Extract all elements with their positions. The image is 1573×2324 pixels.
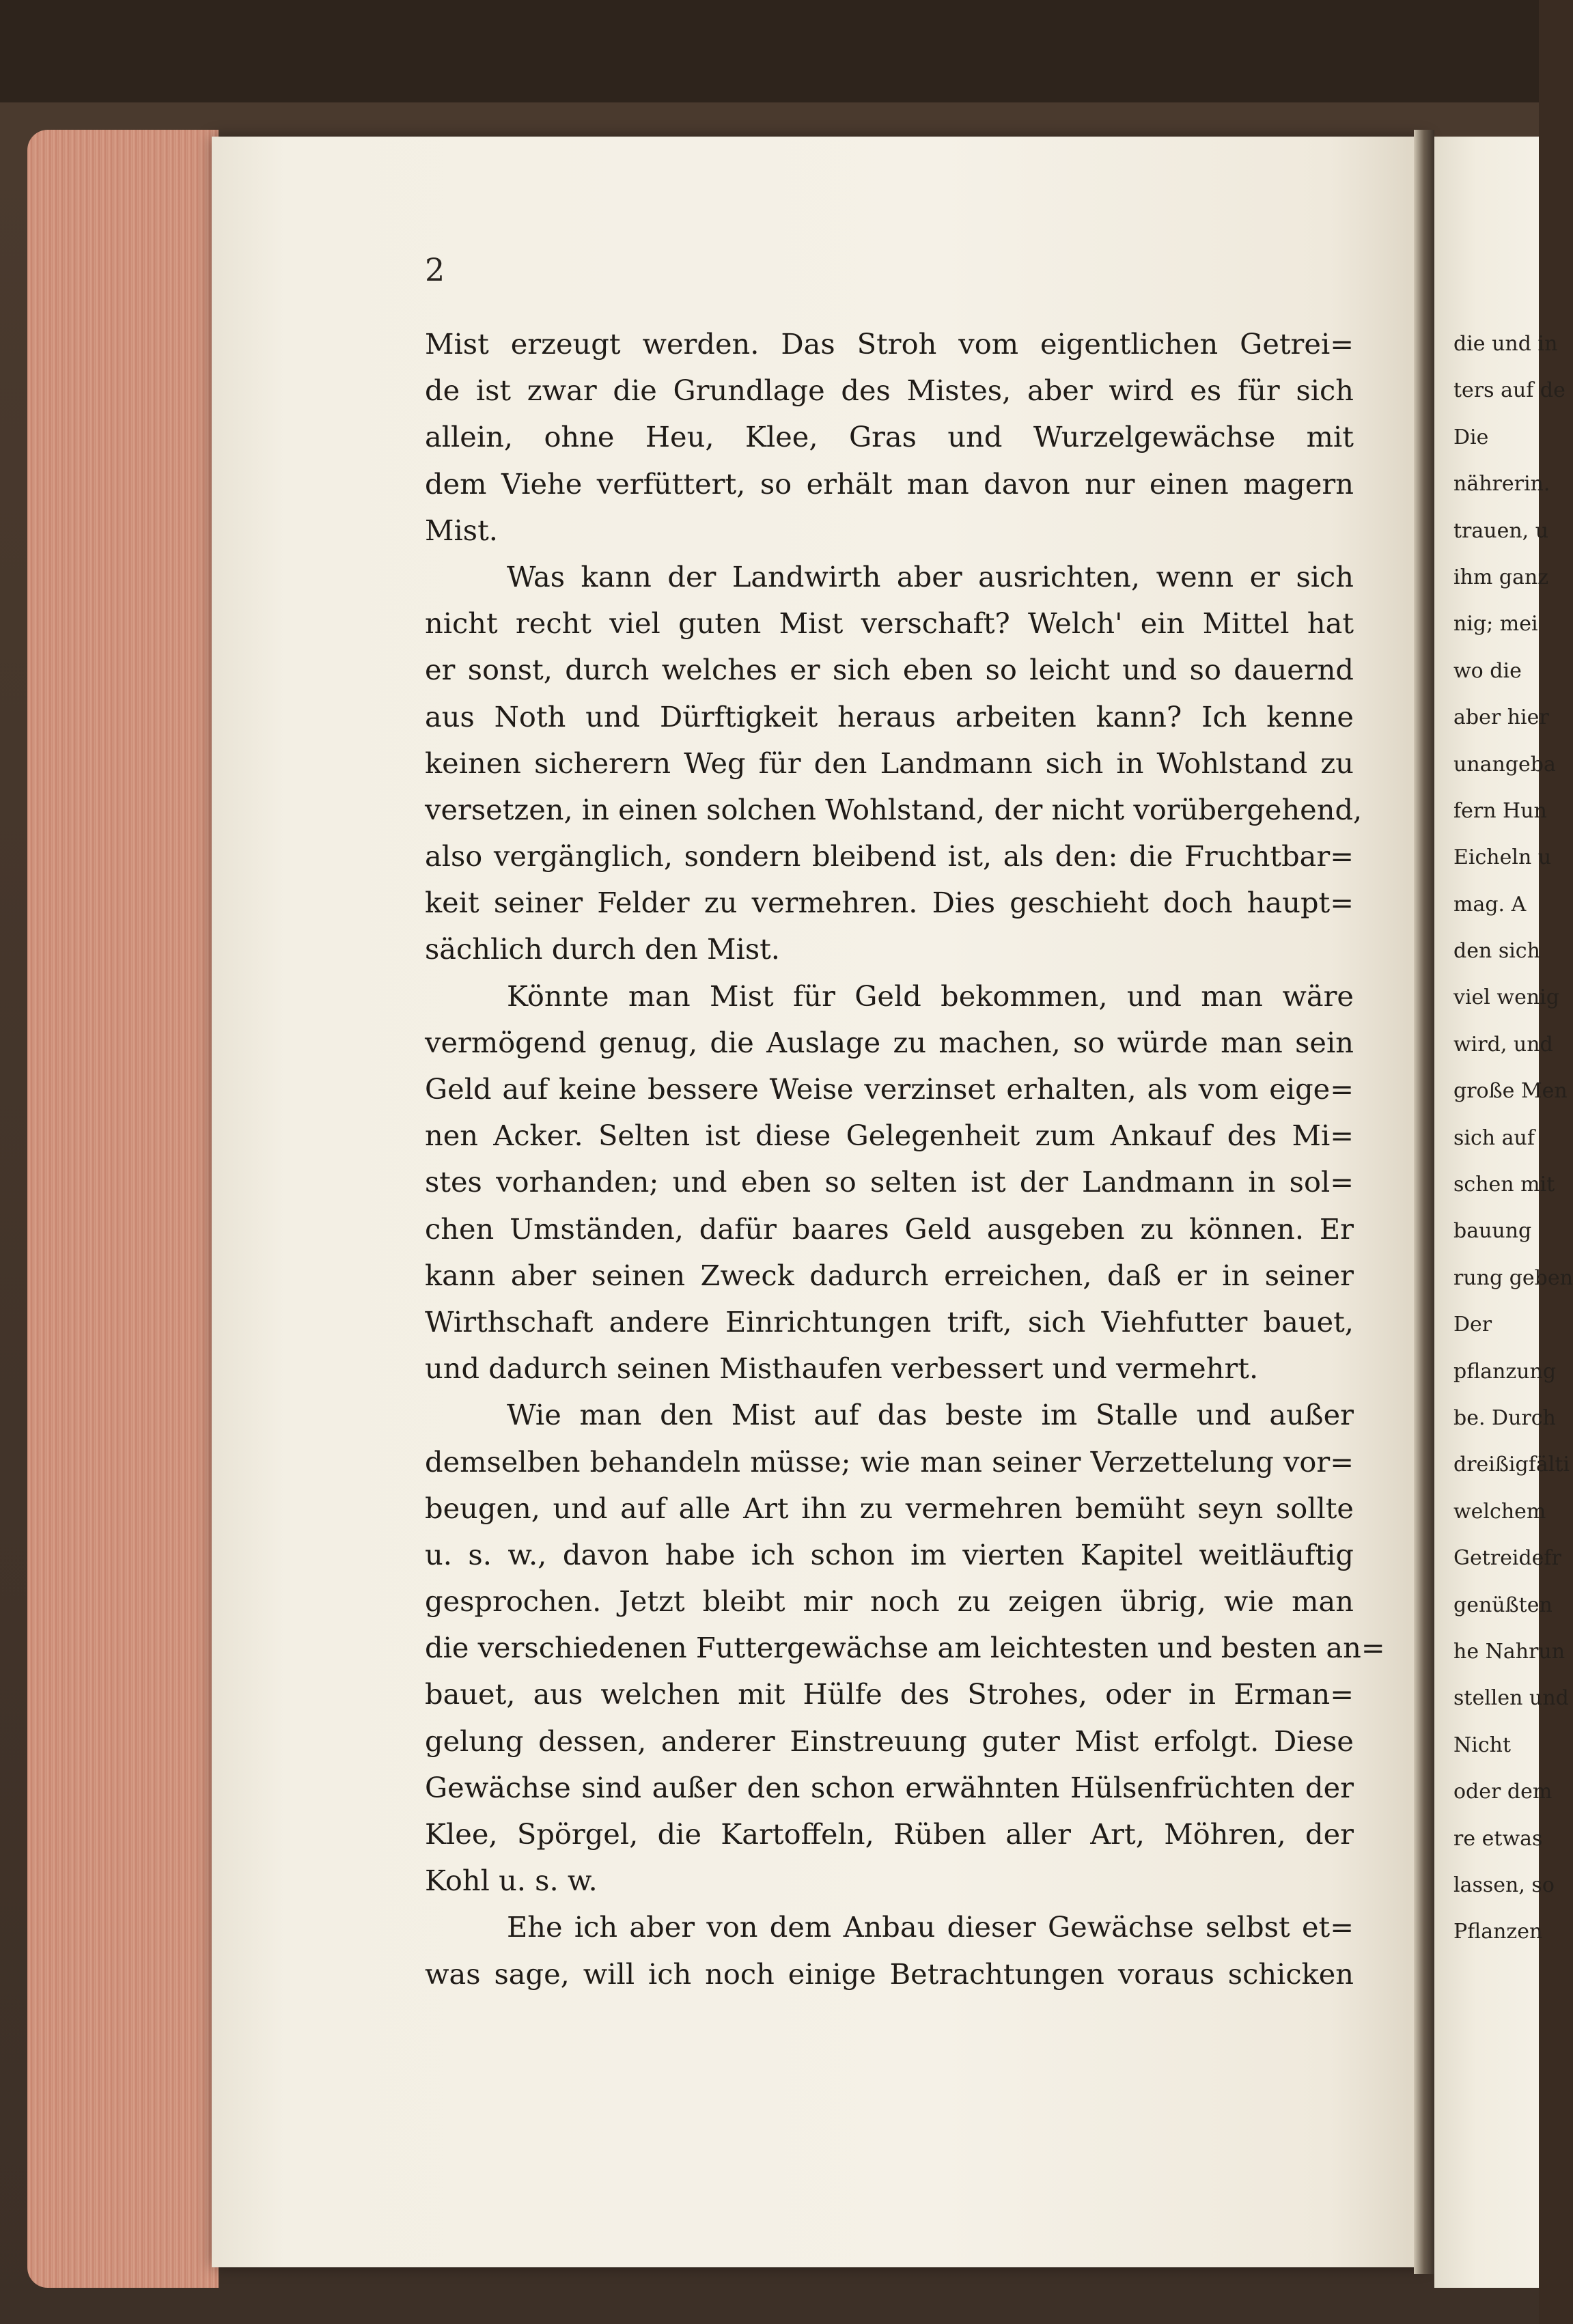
facing-text-line: sich auf (1453, 1125, 1535, 1150)
text-line: Ehe ich aber von dem Anbau dieser Gewächse selbst et= (507, 1910, 1354, 1944)
text-line: sächlich durch den Mist. (425, 932, 780, 966)
text-line: Wirthschaft andere Einrichtungen trift, sich Viehfutter bauet, (425, 1304, 1354, 1339)
facing-text-line: Die (1453, 425, 1489, 449)
text-line: nen Acker. Selten ist diese Gelegenheit zum Ankauf des Mi= (425, 1119, 1354, 1153)
text-line: Mist. (425, 513, 498, 547)
text-line: Was kann der Landwirth aber ausrichten, wenn er sich (507, 559, 1354, 593)
text-line: also vergänglich, sondern bleibend ist, als den: die Fruchtbar= (425, 839, 1354, 873)
text-line: keinen sicherern Weg für den Landmann sich in Wohlstand zu (425, 746, 1354, 780)
text-line: keit seiner Felder zu vermehren. Dies geschieht doch haupt= (425, 886, 1354, 920)
facing-text-line: wo die (1453, 658, 1522, 683)
facing-text-line: ihm ganz (1453, 565, 1549, 589)
facing-text-line: rung geben (1453, 1265, 1573, 1290)
text-line: chen Umständen, dafür baares Geld ausgeben zu können. Er (425, 1212, 1354, 1246)
facing-text-line: nährerin. (1453, 472, 1550, 496)
text-line: vermögend genug, die Auslage zu machen, so würde man sein (425, 1025, 1354, 1059)
facing-text-line: pflanzung (1453, 1359, 1557, 1384)
facing-text-line: dreißigfälti (1453, 1453, 1570, 1477)
facing-text-line: stellen und (1453, 1686, 1569, 1711)
facing-text-line: he Nahrun (1453, 1639, 1565, 1664)
body-text (425, 321, 1385, 1998)
text-line: was sage, will ich noch einige Betrachtungen voraus schicken (425, 1957, 1354, 1991)
facing-text-line: Getreidefr (1453, 1546, 1561, 1571)
facing-text-line: Nicht (1453, 1733, 1512, 1757)
facing-text-line: fern Hun (1453, 798, 1547, 823)
text-line: die verschiedenen Futtergewächse am leichtesten und besten an= (425, 1631, 1385, 1665)
text-line: er sonst, durch welches er sich eben so leicht und so dauernd (425, 653, 1354, 687)
facing-text-line: nig; mei (1453, 612, 1538, 636)
facing-text-line: welchem (1453, 1499, 1546, 1524)
page-edges (27, 130, 219, 2288)
facing-text-line: Pflanzen (1453, 1920, 1543, 1944)
facing-text-line: mag. A (1453, 892, 1527, 916)
facing-text-line: oder dem (1453, 1780, 1553, 1804)
text-line: dem Viehe verfüttert, so erhält man davon nur einen magern (425, 466, 1354, 501)
text-line: versetzen, in einen solchen Wohlstand, der nicht vorübergehend, (425, 792, 1363, 826)
facing-text-line: unangeba (1453, 752, 1556, 776)
facing-text-line: be. Durch (1453, 1405, 1556, 1430)
facing-text-line: viel wenig (1453, 985, 1559, 1010)
facing-text-line: wird, und (1453, 1032, 1553, 1056)
facing-text-line: schen mit (1453, 1173, 1555, 1197)
text-line: Gewächse sind außer den schon erwähnten Hülsenfrüchten der (425, 1770, 1354, 1804)
text-line: kann aber seinen Zweck dadurch erreichen, daß er in seiner (425, 1258, 1354, 1292)
facing-text-line: bauung (1453, 1219, 1532, 1244)
text-line: u. s. w., davon habe ich schon im vierten Kapitel weitläuftig (425, 1537, 1354, 1571)
facing-text-line: trauen, u (1453, 518, 1549, 543)
text-line: de ist zwar die Grundlage des Mistes, aber wird es für sich (425, 374, 1354, 408)
facing-page-text (1453, 321, 1573, 1956)
text-line: Geld auf keine bessere Weise verzinset erhalten, als vom eige= (425, 1072, 1354, 1106)
facing-text-line: Der (1453, 1313, 1492, 1337)
text-line: beugen, und auf alle Art ihn zu vermehren bemüht seyn sollte (425, 1491, 1354, 1525)
text-line: Kohl u. s. w. (425, 1864, 598, 1898)
text-line: allein, ohne Heu, Klee, Gras und Wurzelgewächse mit (425, 420, 1354, 454)
facing-text-line: lassen, so (1453, 1873, 1555, 1897)
text-line: Klee, Spörgel, die Kartoffeln, Rüben aller Art, Möhren, der (425, 1817, 1354, 1851)
text-line: Wie man den Mist auf das beste im Stalle und außer (507, 1398, 1354, 1432)
facing-text-line: re etwas (1453, 1826, 1543, 1851)
facing-text-line: große Men (1453, 1079, 1568, 1104)
book-gutter (1414, 130, 1434, 2274)
text-line: nicht recht viel guten Mist verschaft? Welch' ein Mittel hat (425, 606, 1354, 641)
text-line: Könnte man Mist für Geld bekommen, und man wäre (507, 979, 1354, 1013)
text-line: bauet, aus welchen mit Hülfe des Strohes, oder in Erman= (425, 1677, 1354, 1711)
facing-text-line: aber hier (1453, 705, 1549, 730)
text-line: stes vorhanden; und eben so selten ist der Landmann in sol= (425, 1165, 1354, 1199)
facing-text-line: Eicheln u (1453, 845, 1552, 870)
facing-text-line: ters auf de (1453, 378, 1565, 403)
text-line: und dadurch seinen Misthaufen verbessert und vermehrt. (425, 1352, 1259, 1386)
facing-text-line: genüßten (1453, 1593, 1553, 1617)
facing-text-line: den sich (1453, 939, 1540, 964)
text-line: aus Noth und Dürftigkeit heraus arbeiten kann? Ich kenne (425, 699, 1354, 733)
text-line: Mist erzeugt werden. Das Stroh vom eigentlichen Getrei= (425, 327, 1354, 361)
text-line: demselben behandeln müsse; wie man seiner Verzettelung vor= (425, 1444, 1354, 1479)
facing-text-line: die und in (1453, 332, 1558, 356)
text-line: gesprochen. Jetzt bleibt mir noch zu zeigen übrig, wie man (425, 1584, 1354, 1619)
text-line: gelung dessen, anderer Einstreuung guter Mist erfolgt. Diese (425, 1724, 1354, 1758)
page-number: 2 (425, 251, 445, 288)
